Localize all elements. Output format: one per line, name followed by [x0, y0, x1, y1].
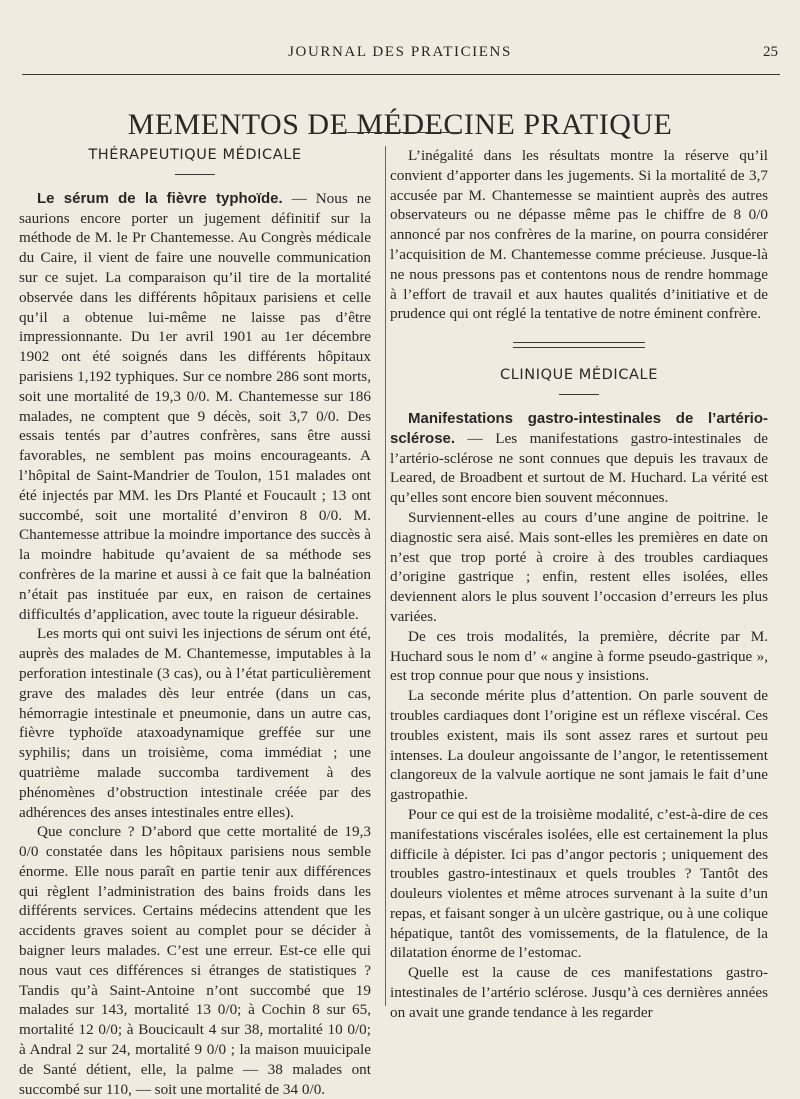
article-paragraph: Les morts qui ont suivi les injections de sérum ont été, auprès des malades de M. Chantemesse, imputables à la perforation intestinale (3 cas), ou à l’état particulièrement grave des malades dès leur entrée (dans un cas, hémorragie intestinale et pneumonie, dans un autre cas, fièvre typhoïde ataxoadynamique greffée sur une syphilis; dans un troisième, coma immédiat ; une quatrième malade succomba tardivement à des phénomènes d’obstruction intestinale créée par des adhérences des anses intestinales entre elles). — [19, 625, 371, 821]
article-paragraph: De ces trois modalités, la première, décrite par M. Huchard sous le nom d’ « angine à forme pseudo-gastrique », est trop connue pour que nous y insistions. — [390, 627, 768, 685]
page-title: MEMENTOS DE MÉDECINE PRATIQUE — [127, 108, 673, 142]
article-paragraph: Pour ce qui est de la troisième modalité, c’est-à-dire de ces manifestations viscérales isolées, elle est certainement la plus difficile à dépister. Ici pas d’angor pectoris ; uniquement des troubles gastro-intestinaux et quels troubles ? Tantôt des douleurs violentes et même atroces survenant à la suite d’un repas, et faisant songer à un ulcère gastrique, ou à une colique hépatique, tantôt des vomissements, de la flatulence, de la dilatation énorme de l’estomac. — [390, 805, 768, 962]
article-title-manifestations: Manifestations gastro-intestinales de l’artério-sclérose. — [390, 409, 768, 447]
title-rule — [338, 132, 462, 133]
section-heading-clinique: CLINIQUE MÉDICALE — [500, 367, 658, 384]
article-paragraph: Que conclure ? D’abord que cette mortalité de 19,3 0/0 constatée dans les hôpitaux parisiens nous semble énorme. Elle nous paraît en partie tenir aux différences qui règlent l’administration des bains froids dans les différents services. Certains médecins attendent que les accidents graves soient au complet pour se décider à baigner leurs malades. C’est une erreur. Est-ce elle qui nous vaut ces différences si étranges de statistiques ? Tandis qu’à Saint-Antoine n’ont succombé que 19 malades sur 143, mortalité 13 0/0; à Cochin 8 sur 65, mortalité 12 0/0; à Boucicault 4 sur 38, mortalité 10 0/0; à Andral 2 sur 24, mortalité 9 0/0 ; la maison muuicipale de Santé détient, elle, la palme — 38 malades ont succombé sur 110, — soit une mortalité de 34 0/0. — [19, 823, 371, 1098]
left-column — [19, 146, 371, 1099]
section-heading-therapeutique: THÉRAPEUTIQUE MÉDICALE — [88, 147, 302, 163]
article-paragraph: Surviennent-elles au cours d’une angine de poitrine. le diagnostic sera aisé. Mais sont-elles les premières en date on n’est que trop porté à croire à des troubles cardiaques d’origine gastrique ; enfin, restent elles isolées, elles deviennent alors le plus souvent l’occasion d’erreurs les plus variées. — [390, 508, 768, 625]
journal-title: JOURNAL DES PRATICIENS — [288, 44, 512, 60]
article-title-serum: Le sérum de la fièvre typhoïde. — [37, 189, 283, 207]
article-paragraph: Quelle est la cause de ces manifestations gastro-intestinales de l’artério sclérose. Jusqu’à ces dernières années on avait une grande tendance à les regarder — [390, 964, 768, 1021]
header-rule — [22, 74, 780, 75]
article-paragraph: La seconde mérite plus d’attention. On parle souvent de troubles cardiaques dont l’origine est un réflexe viscéral. Ces troubles existent, mais ils sont assez rares et surtout peu intenses. La douleur angoissante de l’angor, le retentissement clangoreux de la valvule aortique ne sont jamais le fait d’une gastropathie. — [390, 687, 768, 804]
right-column — [390, 146, 768, 1023]
running-head — [0, 44, 800, 66]
column-divider — [385, 146, 386, 1006]
paragraph-text: — Nous ne saurions encore porter un jugement définitif sur la méthode de M. le Pr Chantemesse. Au Congrès médicale du Caire, il vient de faire une nouvelle communication sur ce sujet. La comparaison qu’il tire de la mortalité observée dans les différents hôpitaux parisiens et celle qu’il a obtenue lui-même ne laisse pas d’être impressionnante. Du 1er avril 1901 au 1er décembre 1902 ont été soignés dans les différents hôpitaux parisiens 1,192 typhiques. Sur ce nombre 286 sont morts, soit une mortalité de 19,3 0/0. M. Chantemesse sur 186 malades, ne comptent que 9 décès, soit 3,7 0/0. Des essais tentés par d’autres confrères, sans être aussi favorables, ne semblent pas moins encourageants. A l’hôpital de Saint-Mandrier de Toulon, 151 malades ont été injectés par MM. les Drs Planté et Foucault ; 13 ont succombé, soit une mortalité d’environ 8 0/0. M. Chantemesse attribue la moindre importance des succès à la moindre habitude qu’avaient de sa méthode ses confrères de la marine et aussi à ce fait que la balnéation n’était pas instituée par eux, en raison de certaines difficultés d’application, avec toute la rigueur désirable. — [19, 189, 372, 623]
paragraph-text: — Les manifestations gastro-intestinales de l’artério-sclérose ne sont connues que depuis les travaux de Leared, de Broadbent et surtout de M. Huchard. La vérité est qu’elles sont encore bien souvent méconnues. — [390, 429, 768, 507]
article-paragraph — [390, 409, 768, 508]
article-paragraph — [19, 189, 371, 625]
page-number: 25 — [763, 44, 778, 60]
article-paragraph: L’inégalité dans les résultats montre la réserve qu’il convient d’apporter dans les jugements. Si la mortalité de 3,7 accusée par M. Chantemesse se maintient auprès des autres observateurs ou ne dépasse même pas le chiffre de 8 0/0 annoncé par nos confrères de la marine, on pourra considérer l’acquisition de M. Chantemesse comme précieuse. Jusque-là ne nous pressons pas et contentons nous de rendre hommage à l’effort de travail et aux hautes qualités d’initiative et de prudence qui ont réglé la tentative de notre éminent confrère. — [390, 147, 768, 323]
